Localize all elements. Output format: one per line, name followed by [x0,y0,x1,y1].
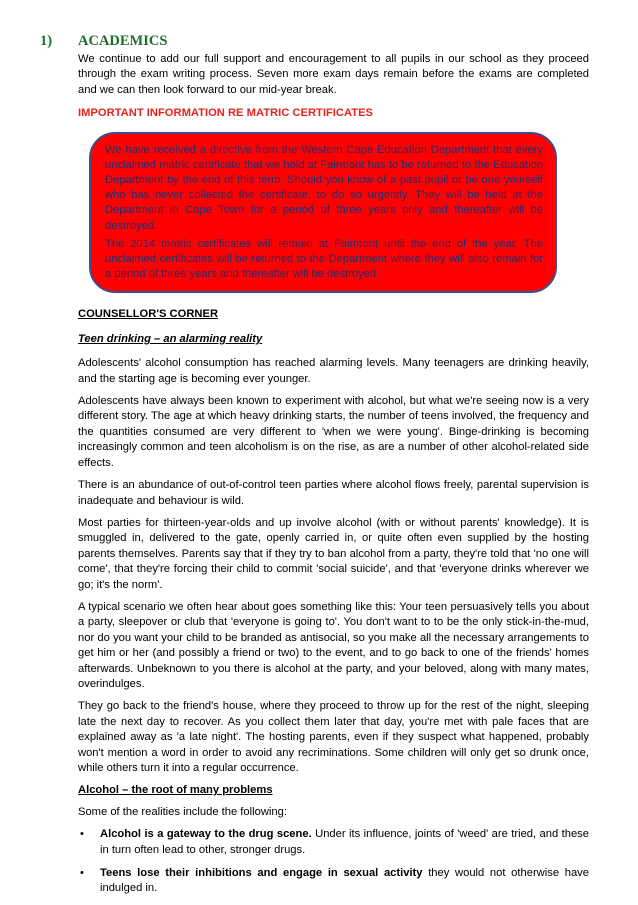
realities-list [78,827,589,897]
section-heading [40,33,167,50]
matric-paragraph: The 2014 matric certificates will remain at Fairmont until the end of the year. The unclaimed certificates will be returned to the Department where they will also remain for a period of three years and thereafter will be destroyed. [105,237,543,281]
article-subheading: Alcohol – the root of many problems [78,784,273,797]
article-paragraph: They go back to the friend's house, where they proceed to throw up for the rest of the night, sleeping late the next day to recover. As you collect them later that day, you're met with pale faces that are explained away as 'a late night'. The hosting parents, even if they suspect what happened, probably won't mention a word in order to avoid any recriminations. Some children will only get so drunk once, while others turn it into a regular occurrence. [78,700,589,775]
article-paragraph: There is an abundance of out-of-control teen parties where alcohol flows freely, parental supervision is inadequate and behaviour is wild. [78,479,589,507]
bullet-icon: • [80,867,84,880]
matric-heading: IMPORTANT INFORMATION RE MATRIC CERTIFICATES [78,107,373,120]
document-body [78,52,589,905]
list-item-bold: Teens lose their inhibitions and engage in sexual activity [100,867,423,880]
intro-paragraph: We continue to add our full support and encouragement to all pupils in our school as they proceed through the exam writing process. Seven more exam days remain before the exams are completed and we can then look forward to our mid-year break. [78,53,589,96]
list-item [78,866,589,897]
section-number: 1) [40,33,53,49]
counsellor-heading: COUNSELLOR'S CORNER [78,308,219,321]
section-title: ACADEMICS [78,33,168,49]
article-paragraph: Adolescents have always been known to experiment with alcohol, but what we're seeing now is a very different story. The age at which heavy drinking starts, the number of teens involved, the frequency and the quantities consumed are very different to 'when we were young'. Binge-drinking is becoming increasingly common and teen alcoholism is on the rise, as are a number of other alcohol-related side effects. [78,395,589,469]
bullet-icon: • [80,828,84,841]
list-item [78,827,589,858]
matric-paragraph: We have received a directive from the Western Cape Education Department that every unclaimed matric certificate that we hold at Fairmont has to be returned to the Education Department by the end of this term. Should you know of a past pupil or be one yourself who has never collected the certificate, to do so urgently. They will be held at the Department in Cape Town for a period of three years only and thereafter will be destroyed. [105,143,543,232]
matric-notice-box [89,132,557,294]
realities-intro: Some of the realities include the following: [78,805,287,818]
article-title: Teen drinking – an alarming reality [78,332,263,345]
article-paragraph: A typical scenario we often hear about goes something like this: Your teen persuasively tells you about a party, sleepover or club that 'everyone is going to'. You don't want to to be the only stick-in-the-mud, nor do you want your child to be branded as antisocial, so you make all the necessary arrangements to get him or her (and possibly a friend or two) to the event, and to go back to one of the friends' homes afterwards. Unbeknown to you there is alcohol at the party, and your beloved, along with many mates, overindulges. [78,600,589,690]
list-item-bold: Alcohol is a gateway to the drug scene. [100,828,312,841]
article-paragraph: Most parties for thirteen-year-olds and up involve alcohol (with or without parents' knowledge). It is smuggled in, delivered to the gate, openly carried in, or quite often even supplied by the hosting parents themselves. Parents say that if they try to ban alcohol from a party, they're told that 'no one will come', that they're forcing their child to commit 'social suicide', and that 'everyone drinks wherever we go; it's the norm'. [78,516,589,591]
list-item-text: Under its influence, joints of 'weed' are tried, and these in turn often lead to other, stronger drugs. [100,828,589,856]
list-item-text: they would not otherwise have indulged in. [100,867,589,895]
article-paragraph: Adolescents' alcohol consumption has reached alarming levels. Many teenagers are drinking heavily, and the starting age is becoming ever younger. [78,357,589,385]
